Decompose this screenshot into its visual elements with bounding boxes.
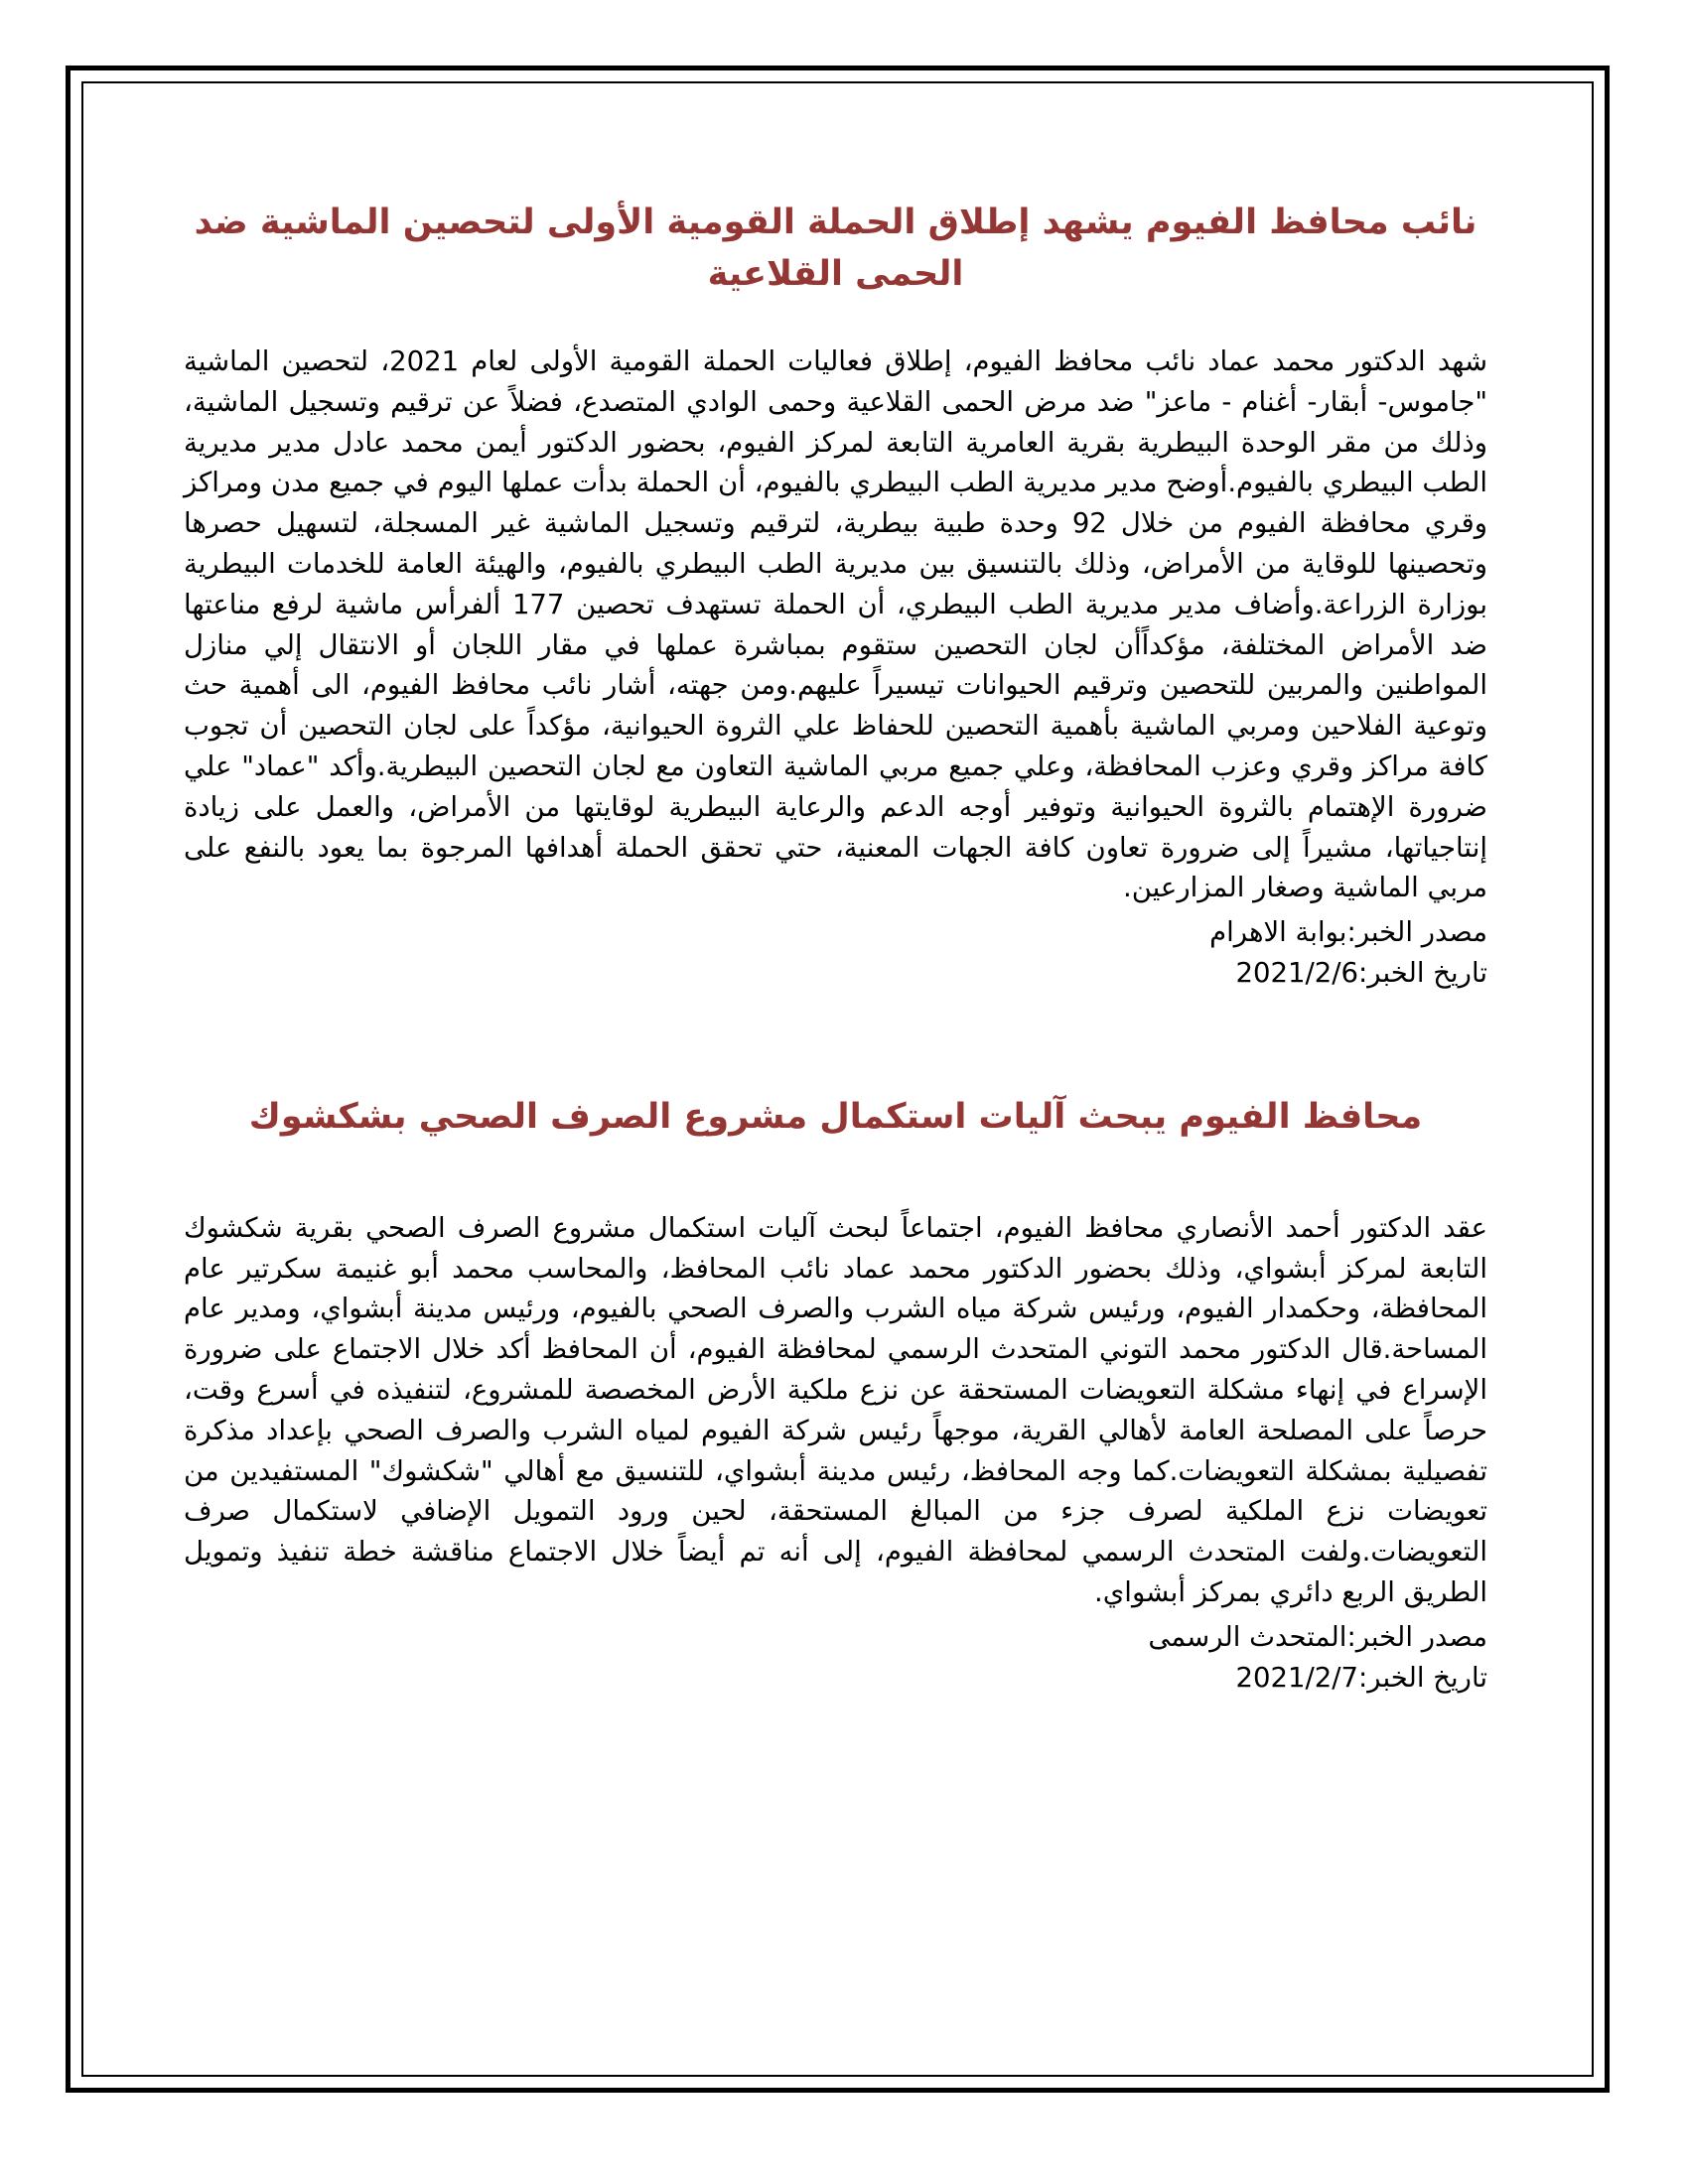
article-source: مصدر الخبر:بوابة الاهرام [1209,916,1487,949]
document-content [184,189,1487,1698]
article-title: محافظ الفيوم يبحث آليات استكمال مشروع الصرف الصحي بشكشوك [248,1096,1423,1137]
article-body: عقد الدكتور أحمد الأنصاري محافظ الفيوم، اجتماعاً لبحث آليات استكمال مشروع الصرف الصحي بقرية شكشوك التابعة لمركز أبشواي، وذلك بحضور الدكتور محمد عماد نائب المحافظ، والمحاسب محمد أبو غنيمة سكرتير عام المحافظة، وحكمدار الفيوم، ورئيس شركة مياه الشرب والصرف الصحي بالفيوم، ورئيس مدينة أبشواي، ومدير عام المساحة.قال الدكتور محمد التوني المتحدث الرسمي لمحافظة الفيوم، أن المحافظ أكد خلال الاجتماع على ضرورة الإسراع في إنهاء مشكلة التعويضات المستحقة عن نزع ملكية الأرض المخصصة للمشروع، لتنفيذه في أسرع وقت، حرصاً على المصلحة العامة لأهالي القرية، موجهاً رئيس شركة الفيوم لمياه الشرب والصرف الصحي بإعداد مذكرة تفصيلية بمشكلة التعويضات.كما وجه المحافظ، رئيس مدينة أبشواي، للتنسيق مع أهالي "شكشوك" المستفيدين من تعويضات نزع الملكية لصرف جزء من المبالغ المستحقة، لحين ورود التمويل الإضافي لاستكمال صرف التعويضات.ولفت المتحدث الرسمي لمحافظة الفيوم، إلى أنه تم أيضاً خلال الاجتماع مناقشة خطة تنفيذ وتمويل الطريق الربع دائري بمركز أبشواي. [184,1211,1487,1608]
article-body: شهد الدكتور محمد عماد نائب محافظ الفيوم، إطلاق فعاليات الحملة القومية الأولى لعام 2021، لتحصين الماشية "جاموس- أبقار- أغنام - ماعز" ضد مرض الحمى القلاعية وحمى الوادي المتصدع، فضلاً عن ترقيم وتسجيل الماشية، وذلك من مقر الوحدة البيطرية بقرية العامرية التابعة لمركز الفيوم، بحضور الدكتور أيمن محمد عادل مدير مديرية الطب البيطري بالفيوم.أوضح مدير مديرية الطب البيطري بالفيوم، أن الحملة بدأت عملها اليوم في جميع مدن ومراكز وقري محافظة الفيوم من خلال 92 وحدة طبية بيطرية، لترقيم وتسجيل الماشية غير المسجلة، لتسهيل حصرها وتحصينها للوقاية من الأمراض، وذلك بالتنسيق بين مديرية الطب البيطري بالفيوم، والهيئة العامة للخدمات البيطرية بوزارة الزراعة.وأضاف مدير مديرية الطب البيطري، أن الحملة تستهدف تحصين 177 ألفرأس ماشية لرفع مناعتها ضد الأمراض المختلفة، مؤكداًأن لجان التحصين ستقوم بمباشرة عملها في مقار اللجان أو الانتقال إلي منازل المواطنين والمربين للتحصين وترقيم الحيوانات تيسيراً عليهم.ومن جهته، أشار نائب محافظ الفيوم، الى أهمية حث وتوعية الفلاحين ومربي الماشية بأهمية التحصين للحفاظ علي الثروة الحيوانية، مؤكداً على لجان التحصين أن تجوب كافة مراكز وقري وعزب المحافظة، وعلي جميع مربي الماشية التعاون مع لجان التحصين البيطرية.وأكد "عماد" علي ضرورة الإهتمام بالثروة الحيوانية وتوفير أوجه الدعم والرعاية البيطرية لوقايتها من الأمراض، والعمل على زيادة إنتاجياتها، مشيراً إلى ضرورة تعاون كافة الجهات المعنية، حتي تحقق الحملة أهدافها المرجوة بما يعود بالنفع على مربي الماشية وصغار المزارعين. [184,345,1488,904]
article-meta [184,912,1487,994]
news-article-1 [184,197,1487,994]
article-meta [184,1617,1487,1699]
article-source: مصدر الخبر:المتحدث الرسمى [1148,1620,1487,1653]
article-title: نائب محافظ الفيوم يشهد إطلاق الحملة القومية الأولى لتحصين الماشية ضد الحمى القلاعية [194,203,1477,294]
article-date: تاريخ الخبر:2021/2/7 [1235,1661,1487,1694]
article-date: تاريخ الخبر:2021/2/6 [1235,956,1487,989]
news-article-2 [184,1091,1487,1699]
